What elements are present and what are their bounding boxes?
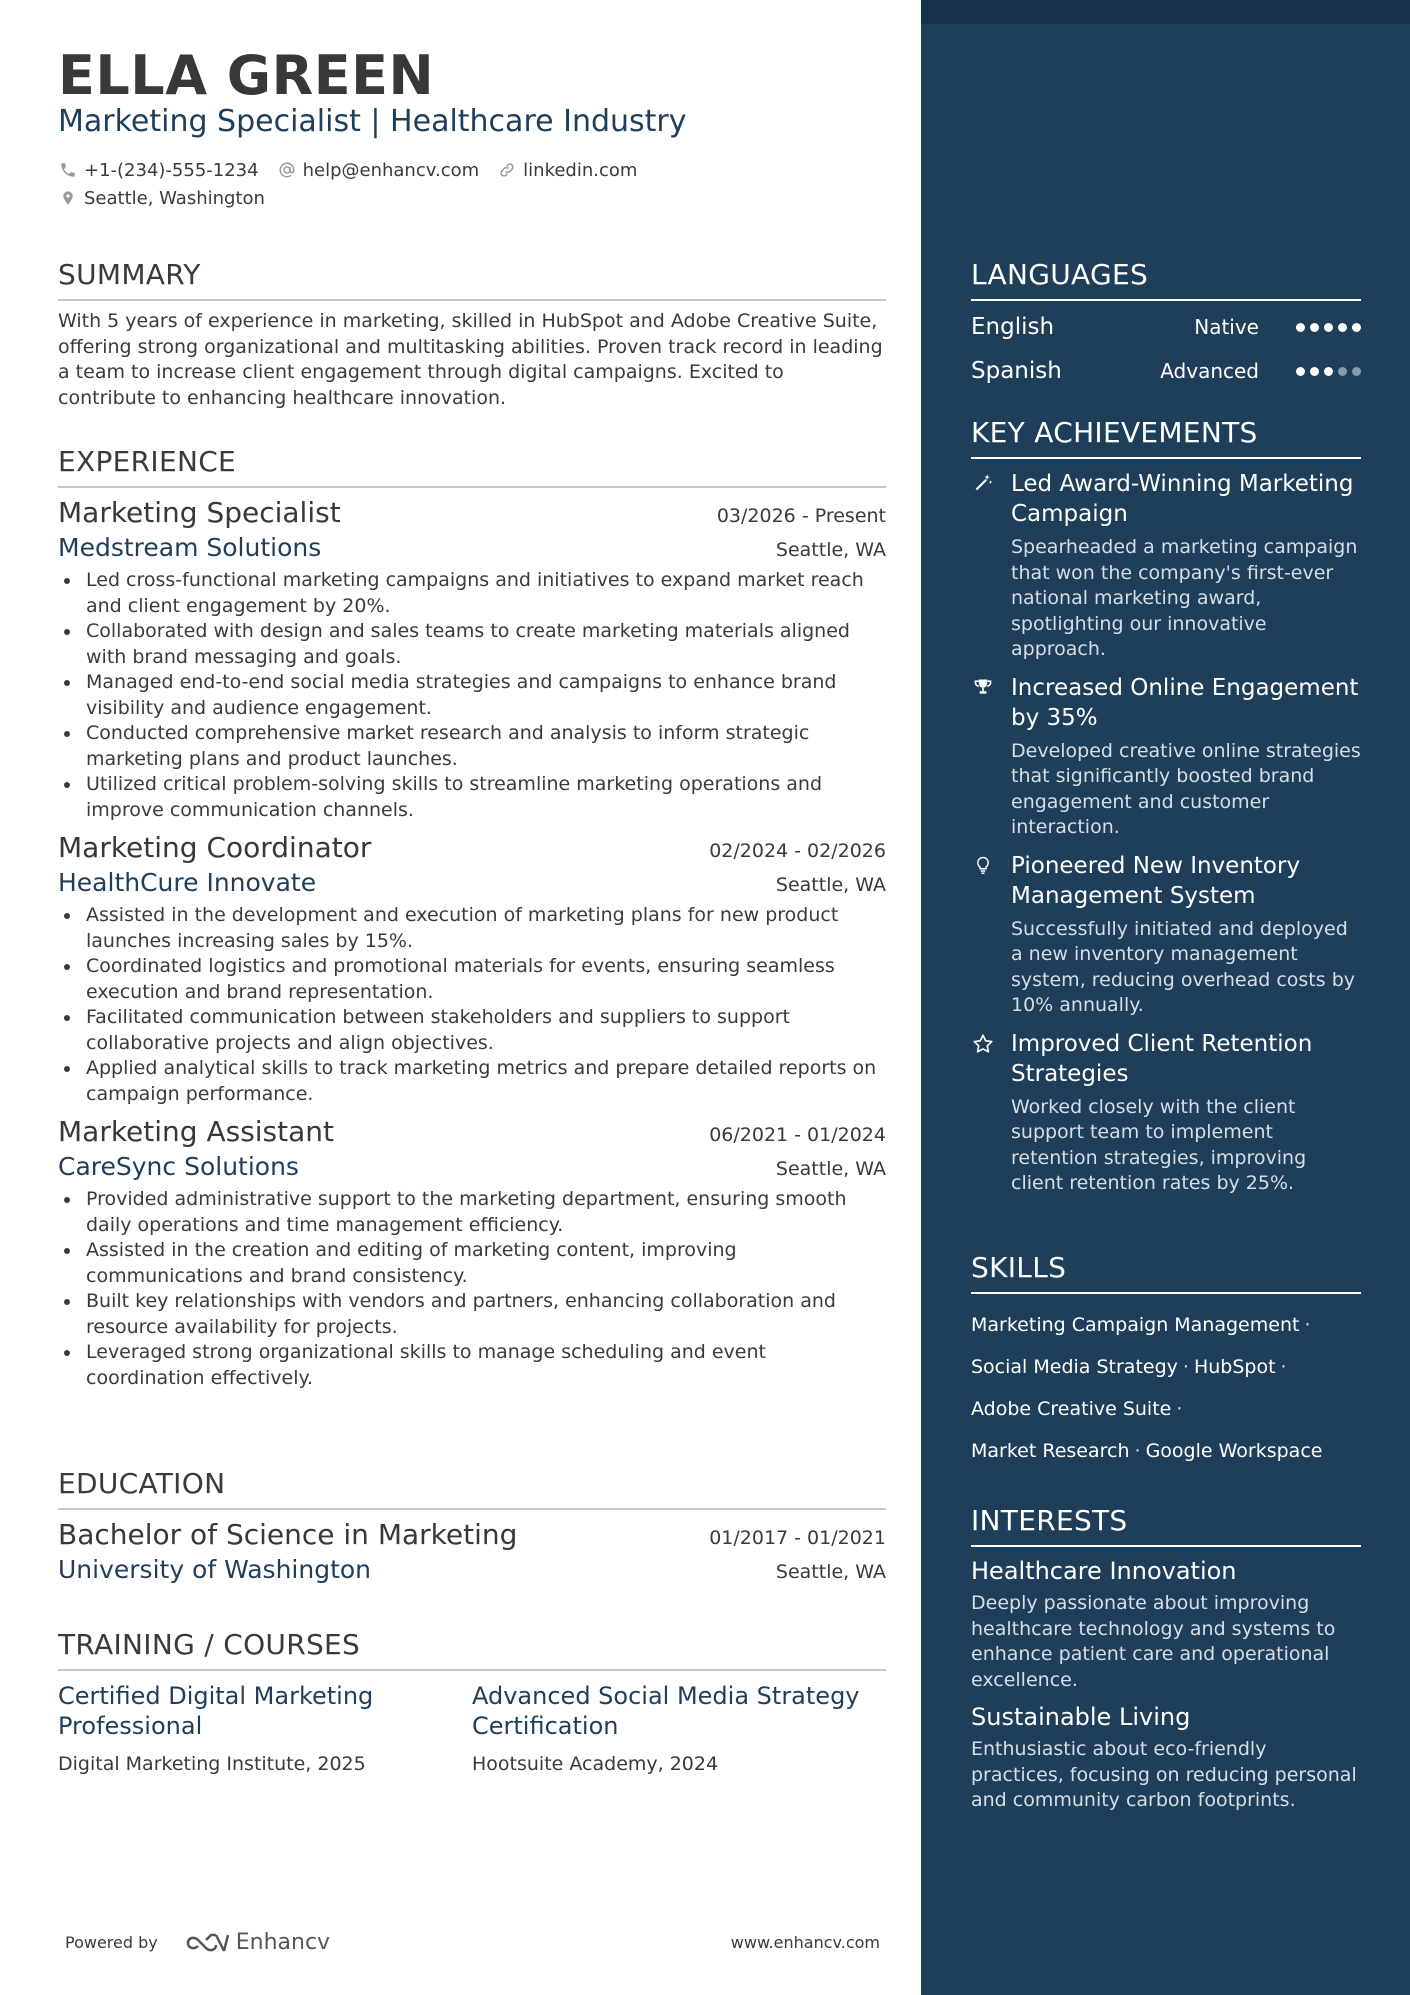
linkedin-text: linkedin.com <box>523 159 638 181</box>
email-contact[interactable] <box>277 160 480 181</box>
rating-dot-filled <box>1296 367 1305 376</box>
headline: Marketing Specialist | Healthcare Industry <box>58 104 687 139</box>
job-location: Seattle, WA <box>775 874 886 896</box>
language-rating <box>1291 367 1361 376</box>
achievements-section <box>971 416 1361 1197</box>
rating-dot-filled <box>1324 367 1333 376</box>
course-title: Advanced Social Media Strategy Certification <box>472 1682 860 1740</box>
training-section <box>58 1628 886 1775</box>
job-title: Marketing Specialist <box>58 496 341 529</box>
job-title: Marketing Coordinator <box>58 831 372 864</box>
language-row <box>971 349 1361 393</box>
brand-logo[interactable] <box>184 1930 330 1955</box>
achievement-desc: Spearheaded a marketing campaign that won the company's first-ever national marketing award, spotlighting our innovative approach. <box>1011 536 1358 660</box>
education-location: Seattle, WA <box>775 1561 886 1583</box>
phone-contact[interactable] <box>58 160 259 181</box>
linkedin-contact[interactable] <box>497 160 637 181</box>
summary-section <box>58 258 886 411</box>
job-location: Seattle, WA <box>775 539 886 561</box>
achievement-item <box>971 1029 1361 1197</box>
course-title: Certified Digital Marketing Professional <box>58 1682 374 1740</box>
skill-tag: Adobe Creative Suite <box>971 1398 1172 1420</box>
skill-tag: Marketing Campaign Management <box>971 1314 1300 1336</box>
skill-tag: Google Workspace <box>1145 1440 1323 1462</box>
job-date: 02/2024 - 02/2026 <box>709 840 886 862</box>
footer <box>65 1930 880 1955</box>
bullet-item: Led cross-functional marketing campaigns and initiatives to expand market reach and client engagement by 20%. <box>86 568 886 619</box>
interest-title: Sustainable Living <box>971 1703 1191 1731</box>
trophy-icon <box>971 673 995 699</box>
bullet-item: Assisted in the development and execution of marketing plans for new product launches increasing sales by 15%. <box>86 903 886 954</box>
job-date: 06/2021 - 01/2024 <box>709 1124 886 1146</box>
rating-dot-filled <box>1338 323 1347 332</box>
course-entry <box>472 1681 886 1775</box>
skill-separator: · <box>1280 1356 1287 1378</box>
achievement-desc: Successfully initiated and deployed a new inventory management system, reducing overhead costs by 10% annually. <box>1011 917 1355 1016</box>
skills-section <box>971 1251 1361 1472</box>
skill-tag: Social Media Strategy <box>971 1356 1178 1378</box>
education-section <box>58 1467 886 1584</box>
summary-heading: SUMMARY <box>58 258 886 301</box>
language-name: Spanish <box>971 358 1062 384</box>
lightbulb-icon <box>971 851 995 877</box>
job-title: Marketing Assistant <box>58 1115 335 1148</box>
rating-dot-filled <box>1310 323 1319 332</box>
degree-title: Bachelor of Science in Marketing <box>58 1518 518 1551</box>
candidate-name: ELLA GREEN <box>58 44 435 107</box>
rating-dot-filled <box>1324 323 1333 332</box>
enhancv-logo-icon <box>184 1931 230 1955</box>
skill-separator: · <box>1304 1314 1311 1336</box>
education-heading: EDUCATION <box>58 1467 886 1510</box>
star-icon <box>971 1029 995 1055</box>
rating-dot-empty <box>1352 367 1361 376</box>
achievement-title: Pioneered New Inventory Management System <box>1011 852 1301 909</box>
experience-heading: EXPERIENCE <box>58 445 886 488</box>
skills-heading: SKILLS <box>971 1251 1361 1294</box>
achievement-title: Increased Online Engagement by 35% <box>1011 674 1359 731</box>
skill-tag: Market Research <box>971 1440 1130 1462</box>
location-contact <box>58 188 265 209</box>
language-row <box>971 305 1361 349</box>
bullet-item: Conducted comprehensive market research and analysis to inform strategic marketing plans and product launches. <box>86 721 886 772</box>
bullet-item: Managed end-to-end social media strategies and campaigns to enhance brand visibility and audience engagement. <box>86 670 886 721</box>
bullet-item: Leveraged strong organizational skills to manage scheduling and event coordination effectively. <box>86 1340 886 1391</box>
interest-item <box>971 1703 1361 1814</box>
skill-separator: · <box>1176 1398 1183 1420</box>
skill-separator: · <box>1134 1440 1141 1462</box>
interest-desc: Deeply passionate about improving healthcare technology and systems to enhance patient care and operational excellence. <box>971 1592 1336 1691</box>
magic-wand-icon <box>971 469 995 495</box>
bullet-item: Collaborated with design and sales teams to create marketing materials aligned with brand messaging and goals. <box>86 619 886 670</box>
bullet-item: Built key relationships with vendors and partners, enhancing collaboration and resource availability for projects. <box>86 1289 886 1340</box>
contact-info <box>58 158 655 214</box>
language-name: English <box>971 314 1055 340</box>
achievement-item <box>971 673 1361 841</box>
bullet-item: Facilitated communication between stakeholders and suppliers to support collaborative projects and align objectives. <box>86 1005 886 1056</box>
rating-dot-filled <box>1352 323 1361 332</box>
phone-text: +1-(234)-555-1234 <box>84 159 259 181</box>
bullet-item: Utilized critical problem-solving skills to streamline marketing operations and improve communication channels. <box>86 772 886 823</box>
interests-heading: INTERESTS <box>971 1504 1361 1547</box>
job-date: 03/2026 - Present <box>716 505 886 527</box>
skill-tag: HubSpot <box>1193 1356 1276 1378</box>
bullet-item: Assisted in the creation and editing of marketing content, improving communications and brand consistency. <box>86 1238 886 1289</box>
email-text: help@enhancv.com <box>302 159 480 181</box>
achievement-title: Led Award-Winning Marketing Campaign <box>1011 471 1354 527</box>
job-bullets <box>58 1187 886 1391</box>
powered-by-text: Powered by <box>65 1933 158 1952</box>
sidebar <box>921 0 1410 1995</box>
education-entry <box>58 1518 886 1584</box>
bullet-item: Applied analytical skills to track marketing metrics and prepare detailed reports on campaign performance. <box>86 1056 886 1107</box>
languages-heading: LANGUAGES <box>971 258 1361 301</box>
rating-dot-filled <box>1310 367 1319 376</box>
achievement-desc: Worked closely with the client support team to implement retention strategies, improving client retention rates by 25%. <box>1011 1095 1307 1194</box>
interest-desc: Enthusiastic about eco-friendly practices, focusing on reducing personal and community carbon footprints. <box>971 1738 1357 1811</box>
sidebar-top-bar <box>921 0 1410 24</box>
language-level: Advanced <box>1160 359 1259 383</box>
job-bullets <box>58 903 886 1107</box>
job-company: Medstream Solutions <box>58 533 322 562</box>
interests-section <box>971 1504 1361 1814</box>
achievement-item <box>971 851 1361 1019</box>
link-icon <box>497 160 517 180</box>
job-entry <box>58 496 886 823</box>
experience-section <box>58 445 886 1391</box>
languages-section <box>971 258 1361 393</box>
course-provider: Digital Marketing Institute, 2025 <box>58 1753 366 1775</box>
at-icon <box>277 160 297 180</box>
rating-dot-empty <box>1338 367 1347 376</box>
interest-item <box>971 1557 1361 1693</box>
achievement-title: Improved Client Retention Strategies <box>1011 1030 1313 1087</box>
course-entry <box>58 1681 472 1775</box>
job-entry <box>58 831 886 1107</box>
training-heading: TRAINING / COURSES <box>58 1628 886 1671</box>
job-location: Seattle, WA <box>775 1158 886 1180</box>
skill-separator: · <box>1182 1356 1189 1378</box>
language-rating <box>1291 323 1361 332</box>
school-name: University of Washington <box>58 1555 372 1584</box>
language-level: Native <box>1194 315 1259 339</box>
achievements-heading: KEY ACHIEVEMENTS <box>971 416 1361 459</box>
course-provider: Hootsuite Academy, 2024 <box>472 1753 719 1775</box>
rating-dot-filled <box>1296 323 1305 332</box>
summary-text: With 5 years of experience in marketing, skilled in HubSpot and Adobe Creative Suite, offering strong organizational and multitasking abilities. Proven track record in leading a team to increase client engagement through digital campaigns. Excited to contribute to enhancing healthcare innovation. <box>58 310 883 409</box>
website-link[interactable]: www.enhancv.com <box>730 1933 880 1952</box>
education-date: 01/2017 - 01/2021 <box>709 1527 886 1549</box>
brand-name: Enhancv <box>235 1930 331 1955</box>
location-text: Seattle, Washington <box>84 187 265 209</box>
achievement-desc: Developed creative online strategies that significantly boosted brand engagement and customer interaction. <box>1011 739 1361 838</box>
bullet-item: Coordinated logistics and promotional materials for events, ensuring seamless execution and brand representation. <box>86 954 886 1005</box>
location-pin-icon <box>58 188 78 208</box>
interest-title: Healthcare Innovation <box>971 1557 1237 1585</box>
phone-icon <box>58 160 78 180</box>
job-company: HealthCure Innovate <box>58 868 317 897</box>
job-entry <box>58 1115 886 1391</box>
job-bullets <box>58 568 886 823</box>
job-company: CareSync Solutions <box>58 1152 299 1181</box>
bullet-item: Provided administrative support to the marketing department, ensuring smooth daily operations and time management efficiency. <box>86 1187 886 1238</box>
achievement-item <box>971 469 1361 663</box>
